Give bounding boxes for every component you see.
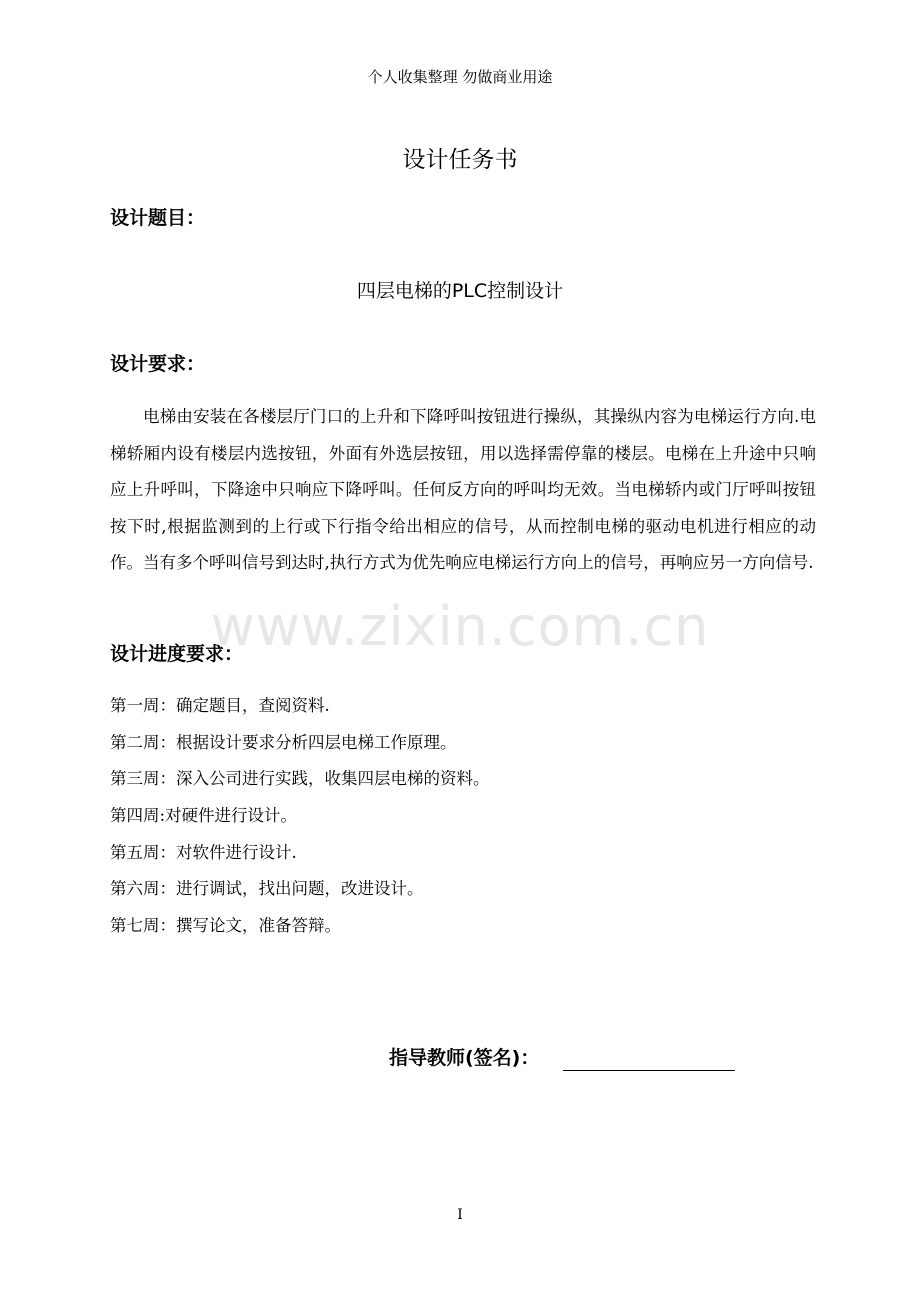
schedule-heading: 设计进度要求： (110, 643, 244, 665)
requirements-paragraph: 电梯由安装在各楼层厅门口的上升和下降呼叫按钮进行操纵，其操纵内容为电梯运行方向.电梯轿厢内设有楼层内选按钮，外面有外选层按钮，用以选择需停靠的楼层。电梯在上升途中只响应上升呼叫，下降途中只响应下降呼叫。任何反方向的呼叫均无效。当电梯轿内或门厅呼叫按钮按下时,根据监测到的上行或下行指令给出相应的信号，从而控制电梯的驱动电机进行相应的动作。当有多个呼叫信号到达时,执行方式为优先响应电梯运行方向上的信号，再响应另一方向信号. (110, 407, 816, 572)
header-note: 个人收集整理 勿做商业用途 (367, 68, 553, 86)
schedule-week-3: 第三周：深入公司进行实践，收集四层电梯的资料。 (110, 769, 490, 789)
signature-label: 指导教师(签名)： (389, 1047, 540, 1069)
schedule-week-5: 第五周：对软件进行设计. (110, 842, 297, 862)
design-topic: 四层电梯的PLC控制设计 (356, 280, 564, 302)
schedule-week-4: 第四周:对硬件进行设计。 (110, 806, 298, 826)
signature-line (563, 1070, 735, 1071)
requirements-heading: 设计要求： (110, 353, 206, 375)
watermark: www.zixin.com.cn (210, 595, 710, 658)
schedule-list (110, 688, 490, 945)
document-title: 设计任务书 (402, 147, 518, 173)
topic-heading: 设计题目： (110, 207, 206, 229)
page-number: I (457, 1207, 463, 1223)
schedule-week-6: 第六周：进行调试，找出问题，改进设计。 (110, 879, 424, 899)
schedule-week-2: 第二周：根据设计要求分析四层电梯工作原理。 (110, 732, 457, 752)
schedule-week-7: 第七周：撰写论文，准备答辩。 (110, 916, 341, 936)
schedule-week-1: 第一周：确定题目，查阅资料. (110, 696, 330, 715)
